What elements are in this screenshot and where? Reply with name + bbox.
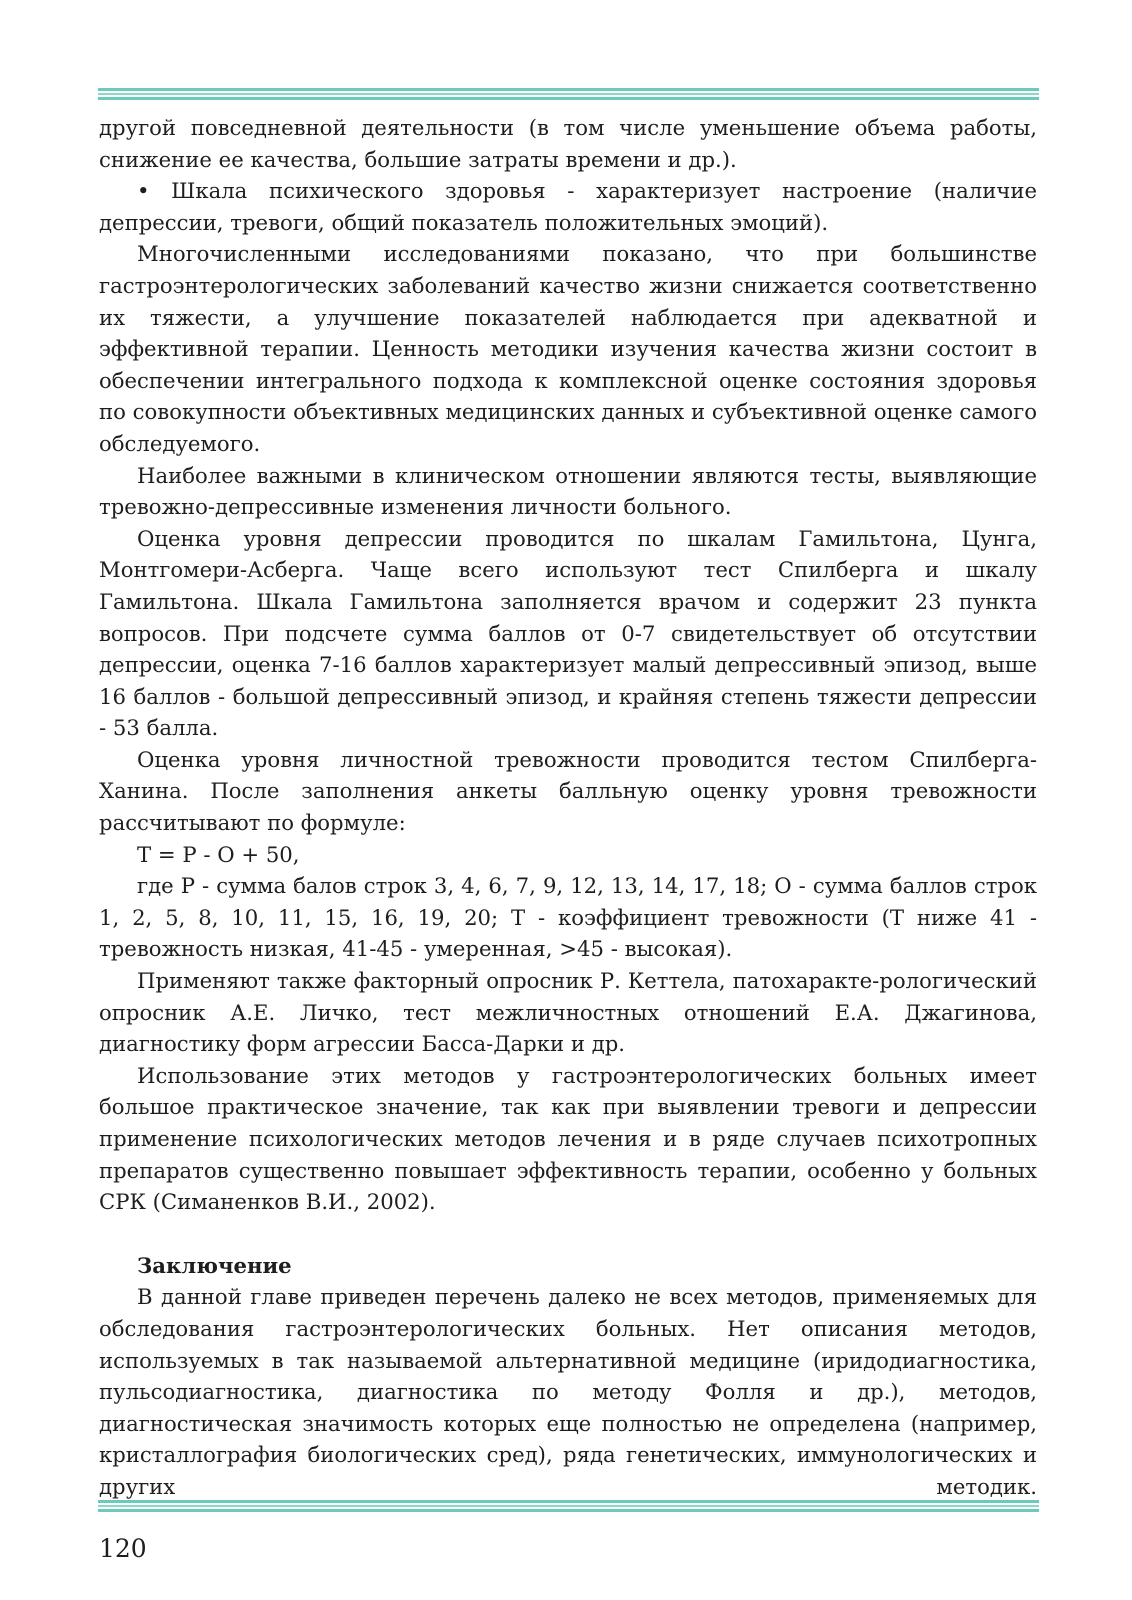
- formula: Т = Р - О + 50,: [137, 841, 300, 867]
- paragraph-practical-significance: Использование этих методов у гастроэнтерологических больных имеет большое практическое значение, так как при выявлении тревоги и депрессии применение психологических методов лечения и в ряде случаев психотропных препаратов существенно повышает эффективность терапии, особенно у больных СРК (Симаненков В.И., 2002).: [99, 1062, 1037, 1215]
- divider-line: [98, 97, 1039, 100]
- page-number: 120: [99, 1534, 147, 1563]
- divider-line: [98, 1500, 1039, 1503]
- paragraph-quality-of-life: Многочисленными исследованиями показано, что при большинстве гастроэнтерологических заболеваний качество жизни снижается соответственно их тяжести, а улучшение показателей наблюдается при адекватной и эффективной терапии. Ценность методики изучения качества жизни состоит в обеспечении интегрального подхода к комплексной оценке состояния здоровья по совокупности объективных медицинских данных и субъективной оценке самого обследуемого.: [99, 241, 1037, 456]
- paragraph-important-tests: Наиболее важными в клиническом отношении являются тесты, выявляющие тревожно-депрессивные изменения личности больного.: [99, 462, 1037, 520]
- divider-line: [98, 1505, 1039, 1507]
- page-body: [99, 112, 1037, 1503]
- divider-line: [98, 1509, 1039, 1512]
- paragraph-other-questionnaires: Применяют также факторный опросник Р. Кеттела, патохаракте-рологический опросник А.Е. Личко, тест межличностных отношений Е.А. Джагинова, диагностику форм агрессии Басса-Дарки и др.: [99, 968, 1037, 1057]
- paragraph-depression-assessment: Оценка уровня депрессии проводится по шкалам Гамильтона, Цунга, Монтгомери-Асберга. Чаще всего используют тест Спилберга и шкалу Гамильтона. Шкала Гамильтона заполняется врачом и содержит 23 пункта вопросов. При подсчете сумма баллов от 0-7 свидетельствует об отсутствии депрессии, оценка 7-16 баллов характеризует малый депрессивный эпизод, выше 16 баллов - большой депрессивный эпизод, и крайняя степень тяжести депрессии - 53 балла.: [99, 525, 1037, 741]
- conclusion-text: В данной главе приведен перечень далеко не всех методов, применяемых для обследования гастроэнтерологических больных. Нет описания методов, используемых в так называемой альтернативной медицине (иридодиагностика, пульсодиагностика, диагностика по методу Фолля и др.), методов, диагностическая значимость которых еще полностью не определена (например, кристаллография биологических сред), ряда генетических, иммунологических и других методик.: [99, 1284, 1037, 1499]
- paragraph-anxiety-assessment: Оценка уровня личностной тревожности проводится тестом Спилберга-Ханина. После заполнения анкеты балльную оценку уровня тревожности рассчитывают по формуле:: [99, 746, 1037, 836]
- bottom-divider: [98, 1500, 1039, 1514]
- divider-line: [98, 93, 1039, 95]
- paragraph-mental-health-scale: • Шкала психического здоровья - характеризует настроение (наличие депрессии, тревоги, общий показатель положительных эмоций).: [99, 178, 1037, 235]
- top-divider: [98, 88, 1039, 102]
- conclusion-heading: Заключение: [137, 1252, 292, 1278]
- divider-line: [98, 88, 1039, 91]
- paragraph-formula-explanation: где Р - сумма балов строк 3, 4, 6, 7, 9, 12, 13, 14, 17, 18; О - сумма баллов строк 1, 2, 5, 8, 10, 11, 15, 16, 19, 20; Т - коэффициент тревожности (Т ниже 41 - тревожность низкая, 41-45 - умеренная, >45 - высокая).: [99, 873, 1037, 962]
- paragraph-continuation: другой повседневной деятельности (в том числе уменьшение объема работы, снижение ее качества, большие затраты времени и др.).: [99, 115, 1037, 172]
